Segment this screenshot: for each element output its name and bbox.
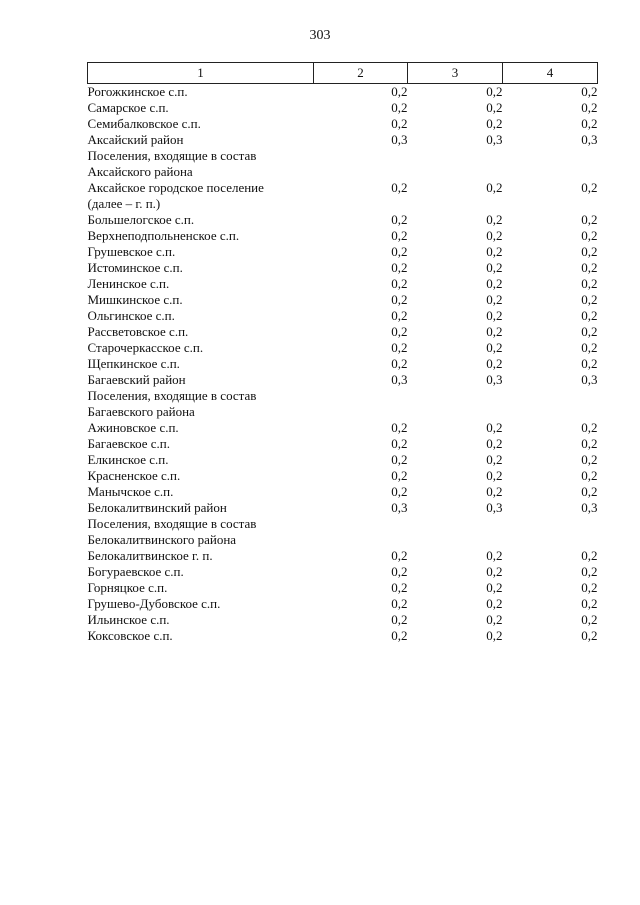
table-row	[88, 516, 598, 548]
value-cell-col3: 0,3	[486, 132, 503, 147]
value-cell-col2	[314, 516, 408, 548]
value-cell-col2: 0,2	[391, 468, 408, 483]
value-cell-col4: 0,2	[581, 308, 598, 323]
settlement-name-cell: Ольгинское с.п.	[87, 308, 175, 323]
table-row	[88, 180, 598, 212]
table-row	[88, 628, 598, 644]
value-cell-col3: 0,2	[486, 308, 503, 323]
value-cell-col2: 0,2	[391, 356, 408, 371]
column-header-2: 2	[314, 63, 408, 84]
table-row	[88, 500, 598, 516]
settlement-name-cell: Мишкинское с.п.	[87, 292, 183, 307]
settlement-name-cell: Коксовское с.п.	[87, 628, 173, 643]
table-row	[88, 452, 598, 468]
settlement-name-cell: Старочеркасское с.п.	[87, 340, 204, 355]
column-header-3: 3	[408, 63, 503, 84]
value-cell-col4: 0,2	[581, 212, 598, 227]
value-cell-col3: 0,2	[486, 276, 503, 291]
value-cell-col2: 0,2	[391, 244, 408, 259]
table-row	[88, 548, 598, 564]
table-row	[88, 276, 598, 292]
table-row	[88, 244, 598, 260]
value-cell-col3	[408, 148, 503, 180]
value-cell-col2: 0,2	[391, 452, 408, 467]
value-cell-col3: 0,3	[486, 372, 503, 387]
value-cell-col4: 0,2	[581, 468, 598, 483]
value-cell-col2	[314, 388, 408, 420]
value-cell-col2: 0,2	[391, 308, 408, 323]
value-cell-col3: 0,2	[486, 628, 503, 643]
value-cell-col2: 0,2	[391, 612, 408, 627]
value-cell-col3: 0,2	[486, 260, 503, 275]
value-cell-col4: 0,2	[581, 324, 598, 339]
value-cell-col3	[408, 516, 503, 548]
settlement-name-cell: Елкинское с.п.	[87, 452, 169, 467]
table-row	[88, 308, 598, 324]
page-number: 303	[309, 28, 331, 43]
value-cell-col2: 0,3	[391, 132, 408, 147]
table-row	[88, 116, 598, 132]
settlement-name-cell: Грушевское с.п.	[87, 244, 176, 259]
settlement-name-cell: Белокалитвинское г. п.	[87, 548, 213, 563]
settlement-name-cell: Поселения, входящие в состав Багаевского района	[87, 388, 257, 419]
table-row	[88, 84, 598, 101]
value-cell-col4: 0,2	[581, 180, 598, 195]
table-row	[88, 484, 598, 500]
value-cell-col4: 0,2	[581, 564, 598, 579]
value-cell-col4: 0,3	[581, 132, 598, 147]
settlement-name-cell: Поселения, входящие в состав Аксайского района	[87, 148, 257, 179]
value-cell-col2: 0,2	[391, 564, 408, 579]
value-cell-col4: 0,2	[581, 100, 598, 115]
table-row	[88, 100, 598, 116]
value-cell-col3: 0,2	[486, 212, 503, 227]
table-row	[88, 148, 598, 180]
table-row	[88, 132, 598, 148]
settlement-name-cell: Багаевский район	[87, 372, 186, 387]
value-cell-col3: 0,2	[486, 324, 503, 339]
settlement-name-cell: Аксайское городское поселение (далее – г. п.)	[87, 180, 264, 211]
value-cell-col3: 0,2	[486, 180, 503, 195]
value-cell-col2: 0,2	[391, 276, 408, 291]
value-cell-col2: 0,2	[391, 228, 408, 243]
value-cell-col3: 0,2	[486, 612, 503, 627]
value-cell-col4: 0,2	[581, 580, 598, 595]
value-cell-col4: 0,2	[581, 340, 598, 355]
value-cell-col4: 0,2	[581, 452, 598, 467]
value-cell-col4: 0,3	[581, 500, 598, 515]
table-row	[88, 564, 598, 580]
settlement-name-cell: Красненское с.п.	[87, 468, 181, 483]
value-cell-col2: 0,2	[391, 596, 408, 611]
value-cell-col3	[408, 388, 503, 420]
value-cell-col4: 0,2	[581, 612, 598, 627]
settlement-name-cell: Багаевское с.п.	[87, 436, 171, 451]
value-cell-col4: 0,2	[581, 260, 598, 275]
value-cell-col2: 0,2	[391, 324, 408, 339]
data-table	[87, 62, 598, 644]
value-cell-col2: 0,2	[391, 484, 408, 499]
value-cell-col3: 0,2	[486, 564, 503, 579]
settlement-name-cell: Щепкинское с.п.	[87, 356, 180, 371]
settlement-name-cell: Горняцкое с.п.	[87, 580, 168, 595]
value-cell-col4: 0,2	[581, 116, 598, 131]
table-row	[88, 372, 598, 388]
settlement-name-cell: Большелогское с.п.	[87, 212, 195, 227]
value-cell-col3: 0,2	[486, 100, 503, 115]
value-cell-col4: 0,2	[581, 276, 598, 291]
table-row	[88, 612, 598, 628]
table-row	[88, 436, 598, 452]
value-cell-col4: 0,2	[581, 596, 598, 611]
value-cell-col2: 0,2	[391, 628, 408, 643]
value-cell-col4: 0,2	[581, 484, 598, 499]
value-cell-col3: 0,2	[486, 468, 503, 483]
value-cell-col3: 0,2	[486, 452, 503, 467]
settlement-name-cell: Грушево-Дубовское с.п.	[87, 596, 221, 611]
table-row	[88, 596, 598, 612]
settlement-name-cell: Аксайский район	[87, 132, 184, 147]
value-cell-col3: 0,2	[486, 436, 503, 451]
value-cell-col3: 0,2	[486, 356, 503, 371]
value-cell-col2: 0,2	[391, 100, 408, 115]
table-row	[88, 324, 598, 340]
value-cell-col4: 0,2	[581, 356, 598, 371]
settlement-name-cell: Семибалковское с.п.	[87, 116, 201, 131]
value-cell-col3: 0,2	[486, 548, 503, 563]
value-cell-col2: 0,2	[391, 548, 408, 563]
table-row	[88, 580, 598, 596]
value-cell-col2: 0,2	[391, 116, 408, 131]
value-cell-col3: 0,2	[486, 292, 503, 307]
value-cell-col2: 0,2	[391, 260, 408, 275]
table-row	[88, 260, 598, 276]
value-cell-col2: 0,2	[391, 340, 408, 355]
settlement-name-cell: Ленинское с.п.	[87, 276, 170, 291]
value-cell-col3: 0,2	[486, 580, 503, 595]
table-header-row	[88, 63, 598, 84]
settlement-name-cell: Верхнеподпольненское с.п.	[87, 228, 240, 243]
value-cell-col3: 0,2	[486, 596, 503, 611]
value-cell-col4: 0,3	[581, 372, 598, 387]
value-cell-col4: 0,2	[581, 84, 598, 99]
value-cell-col2	[314, 148, 408, 180]
table-row	[88, 292, 598, 308]
value-cell-col4: 0,2	[581, 548, 598, 563]
settlement-name-cell: Рассветовское с.п.	[87, 324, 189, 339]
value-cell-col4: 0,2	[581, 292, 598, 307]
value-cell-col2: 0,2	[391, 420, 408, 435]
settlement-name-cell: Самарское с.п.	[87, 100, 169, 115]
value-cell-col4: 0,2	[581, 228, 598, 243]
table-row	[88, 468, 598, 484]
value-cell-col3: 0,2	[486, 84, 503, 99]
value-cell-col4	[503, 148, 598, 180]
value-cell-col3: 0,2	[486, 244, 503, 259]
settlement-name-cell: Истоминское с.п.	[87, 260, 183, 275]
value-cell-col4	[503, 388, 598, 420]
value-cell-col2: 0,2	[391, 580, 408, 595]
value-cell-col3: 0,2	[486, 484, 503, 499]
value-cell-col4: 0,2	[581, 628, 598, 643]
table-body	[88, 84, 598, 645]
value-cell-col2: 0,2	[391, 292, 408, 307]
column-header-4: 4	[503, 63, 598, 84]
column-header-1: 1	[88, 63, 314, 84]
value-cell-col3: 0,2	[486, 116, 503, 131]
value-cell-col3: 0,2	[486, 228, 503, 243]
value-cell-col2: 0,3	[391, 372, 408, 387]
value-cell-col4: 0,2	[581, 420, 598, 435]
settlement-name-cell: Манычское с.п.	[87, 484, 174, 499]
value-cell-col2: 0,2	[391, 180, 408, 195]
value-cell-col4: 0,2	[581, 436, 598, 451]
value-cell-col2: 0,2	[391, 436, 408, 451]
table-row	[88, 420, 598, 436]
table-row	[88, 212, 598, 228]
settlement-name-cell: Богураевское с.п.	[87, 564, 184, 579]
value-cell-col2: 0,3	[391, 500, 408, 515]
value-cell-col4	[503, 516, 598, 548]
settlement-name-cell: Рогожкинское с.п.	[87, 84, 188, 99]
settlement-name-cell: Ильинское с.п.	[87, 612, 170, 627]
value-cell-col3: 0,3	[486, 500, 503, 515]
value-cell-col2: 0,2	[391, 212, 408, 227]
value-cell-col4: 0,2	[581, 244, 598, 259]
table-row	[88, 228, 598, 244]
settlement-name-cell: Поселения, входящие в состав Белокалитвинского района	[87, 516, 257, 547]
table-row	[88, 356, 598, 372]
settlement-name-cell: Ажиновское с.п.	[87, 420, 179, 435]
value-cell-col3: 0,2	[486, 420, 503, 435]
value-cell-col3: 0,2	[486, 340, 503, 355]
value-cell-col2: 0,2	[391, 84, 408, 99]
table-row	[88, 388, 598, 420]
table-row	[88, 340, 598, 356]
settlement-name-cell: Белокалитвинский район	[87, 500, 227, 515]
